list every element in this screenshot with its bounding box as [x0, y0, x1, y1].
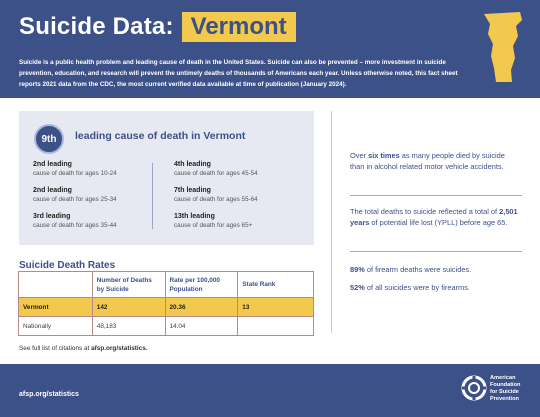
- citation-prefix: See full list of citations at: [19, 345, 90, 352]
- rank-item: [33, 213, 117, 239]
- rank-item-title: 3rd leading: [33, 213, 71, 220]
- afsp-lifebuoy-icon: [461, 375, 487, 401]
- footer-banner: [0, 364, 540, 417]
- rank-item-desc: cause of death for ages 45-54: [174, 170, 258, 177]
- citation-link[interactable]: afsp.org/statistics.: [91, 345, 148, 352]
- rank-item-desc: cause of death for ages 35-44: [33, 222, 117, 229]
- table-row: [19, 317, 314, 336]
- ranking-panel: [19, 111, 314, 245]
- stat-firearm-deaths: [350, 264, 520, 275]
- rank-item-title: 13th leading: [174, 213, 215, 220]
- afsp-org-name: [490, 375, 520, 403]
- stat-divider: [350, 251, 522, 252]
- stat-highlight: 89%: [350, 265, 365, 274]
- stat-highlight: 52%: [350, 283, 365, 292]
- stat-firearm-suicides: [350, 282, 520, 293]
- rank-item-desc: cause of death for ages 65+: [174, 222, 253, 229]
- death-rates-table: [18, 271, 314, 336]
- table-header-cell: [19, 272, 93, 298]
- table-cell: Vermont: [19, 298, 93, 317]
- citation-note: [19, 345, 148, 352]
- title-prefix: Suicide Data:: [19, 13, 174, 40]
- rank-item-desc: cause of death for ages 10-24: [33, 170, 117, 177]
- header-banner: [0, 0, 540, 98]
- stat-text: of firearm deaths were suicides.: [366, 265, 472, 274]
- rank-item: [174, 213, 258, 239]
- ranking-divider: [152, 163, 153, 229]
- table-cell: 13: [238, 298, 314, 317]
- rates-section-title: Suicide Death Rates: [19, 260, 116, 271]
- ranking-column-left: [33, 161, 117, 239]
- org-line: Foundation: [490, 382, 521, 388]
- stat-ypll: [350, 206, 520, 228]
- stat-text: The total deaths to suicide reflected a total of: [350, 207, 498, 216]
- rank-headline: leading cause of death in Vermont: [75, 130, 246, 142]
- org-line: for Suicide: [490, 389, 519, 395]
- table-header-cell: Rate per 100,000 Population: [165, 272, 238, 298]
- column-divider: [331, 111, 332, 333]
- stat-text: of all suicides were by firearms.: [366, 283, 470, 292]
- rank-item-desc: cause of death for ages 55-64: [174, 196, 258, 203]
- rank-item-desc: cause of death for ages 25-34: [33, 196, 117, 203]
- rank-item: [174, 161, 258, 187]
- table-cell: 20.36: [165, 298, 238, 317]
- table-cell: 14.04: [165, 317, 238, 336]
- table-row: [19, 298, 314, 317]
- org-line: Prevention: [490, 396, 519, 402]
- table-header-cell: State Rank: [238, 272, 314, 298]
- rank-badge: 9th: [34, 124, 64, 154]
- rank-item: [33, 161, 117, 187]
- footer-url[interactable]: afsp.org/statistics: [19, 391, 79, 398]
- table-header-row: [19, 272, 314, 298]
- stat-text: as many people died by suicide than in alcohol related motor vehicle accidents.: [350, 151, 505, 171]
- table-cell: 48,183: [92, 317, 165, 336]
- table-cell: 142: [92, 298, 165, 317]
- table-cell: [238, 317, 314, 336]
- stat-text: Over: [350, 151, 367, 160]
- rank-item-title: 7th leading: [174, 187, 211, 194]
- rank-item: [174, 187, 258, 213]
- stat-highlight: six times: [368, 151, 400, 160]
- stat-alcohol-comparison: [350, 150, 520, 172]
- state-name-highlight: Vermont: [182, 12, 296, 42]
- rank-item-title: 2nd leading: [33, 187, 72, 194]
- stat-highlight: 2,501 years: [350, 207, 518, 227]
- org-line: American: [490, 375, 516, 381]
- stat-divider: [350, 195, 522, 196]
- rank-item-title: 2nd leading: [33, 161, 72, 168]
- stat-text: of potential life lost (YPLL) before age 65.: [371, 218, 508, 227]
- vermont-map-icon: [482, 10, 524, 84]
- rank-item-title: 4th leading: [174, 161, 211, 168]
- intro-paragraph: Suicide is a public health problem and leading cause of death in the United States. Suicide can also be prevented – more investment in suicide prevention, education, and research will prevent the untimely deaths of thousands of Americans each year. Unless otherwise noted, this fact sheet reports 2021 data from the CDC, the most current verified data available at time of publication (January 2024).: [19, 59, 458, 88]
- table-cell: Nationally: [19, 317, 93, 336]
- page-title: [19, 12, 296, 42]
- ranking-column-right: [174, 161, 258, 239]
- rank-item: [33, 187, 117, 213]
- table-header-cell: Number of Deaths by Suicide: [92, 272, 165, 298]
